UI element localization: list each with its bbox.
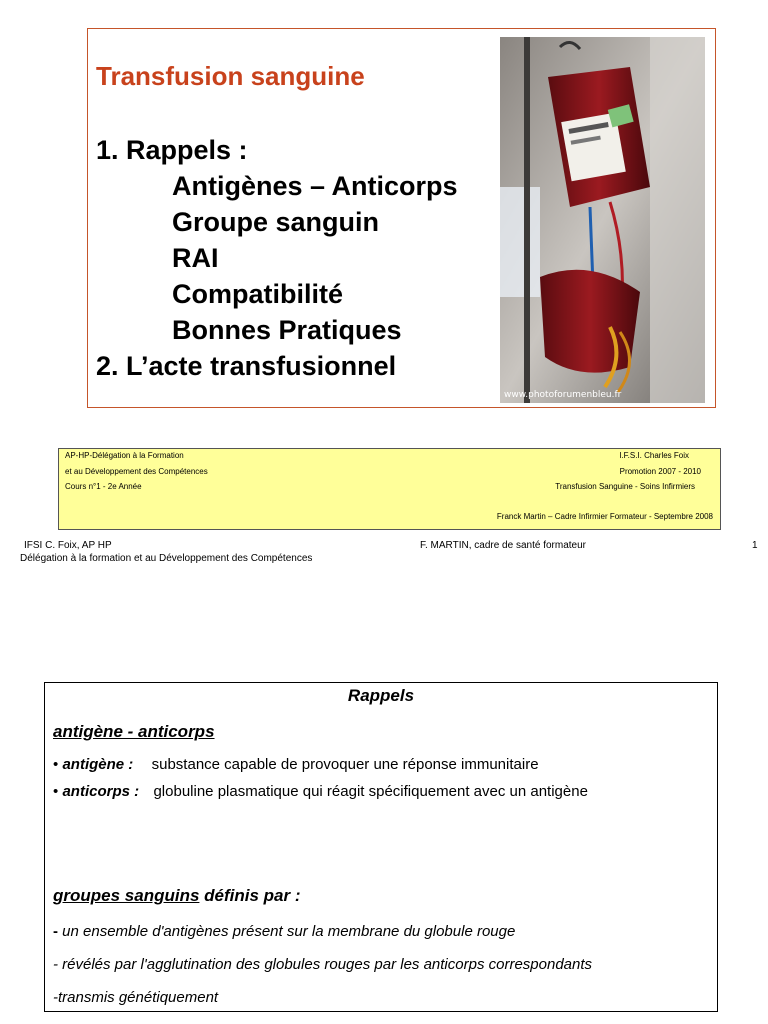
info-right-line1: I.F.S.I. Charles Foix bbox=[619, 451, 689, 460]
rappels-slide bbox=[44, 682, 718, 1012]
footer-delegation: Délégation à la formation et au Développement des Compétences bbox=[20, 553, 313, 564]
subitem-compatibilite: Compatibilité bbox=[172, 279, 344, 309]
slide-title: Transfusion sanguine bbox=[96, 61, 365, 91]
subitem-groupe-sanguin: Groupe sanguin bbox=[172, 207, 380, 237]
info-left-line2: et au Développement des Compétences bbox=[65, 467, 208, 476]
footer-author: F. MARTIN, cadre de santé formateur bbox=[420, 540, 586, 551]
info-left-line3: Cours n°1 - 2e Année bbox=[65, 482, 142, 491]
bullet: • bbox=[53, 756, 59, 773]
section-acte-transfusionnel: 2. L’acte transfusionnel bbox=[96, 351, 397, 381]
title-slide bbox=[87, 28, 716, 408]
info-right-line2: Promotion 2007 - 2010 bbox=[619, 467, 701, 476]
subitem-rai: RAI bbox=[172, 243, 219, 273]
subitem-bonnes-pratiques: Bonnes Pratiques bbox=[172, 315, 402, 345]
section-rappels: 1. Rappels : bbox=[96, 135, 248, 165]
definition-anticorps bbox=[53, 783, 588, 800]
page-number: 1 bbox=[752, 540, 758, 551]
bullet: • bbox=[53, 783, 59, 800]
list-item: - révélés par l'agglutination des globules rouges par les anticorps correspondants bbox=[53, 956, 593, 973]
subitem-antigenes: Antigènes – Anticorps bbox=[172, 171, 458, 201]
course-info-box bbox=[58, 448, 721, 530]
heading-antigene-anticorps: antigène - anticorps bbox=[53, 722, 215, 741]
footer-institution: IFSI C. Foix, AP HP bbox=[24, 540, 112, 551]
definition-text: substance capable de provoquer une réponse immunitaire bbox=[151, 756, 539, 773]
list-item: - un ensemble d'antigènes présent sur la membrane du globule rouge bbox=[53, 923, 516, 940]
definition-label: antigène : bbox=[62, 756, 134, 773]
info-right-line3: Transfusion Sanguine - Soins Infirmiers bbox=[555, 482, 695, 491]
blood-bag-photo bbox=[500, 37, 705, 403]
definition-antigene bbox=[53, 756, 539, 773]
definition-label: anticorps : bbox=[62, 783, 140, 800]
list-item: -transmis génétiquement bbox=[53, 989, 219, 1006]
photo-watermark: www.photoforumenbleu.fr bbox=[504, 390, 622, 400]
info-author: Franck Martin – Cadre Infirmier Formateur - Septembre 2008 bbox=[496, 512, 713, 521]
slide2-title: Rappels bbox=[347, 686, 415, 705]
definition-text: globuline plasmatique qui réagit spécifiquement avec un antigène bbox=[153, 783, 588, 800]
heading-groupes-sanguins: groupes sanguins définis par : bbox=[53, 886, 301, 905]
info-left-line1: AP-HP-Délégation à la Formation bbox=[65, 451, 184, 460]
